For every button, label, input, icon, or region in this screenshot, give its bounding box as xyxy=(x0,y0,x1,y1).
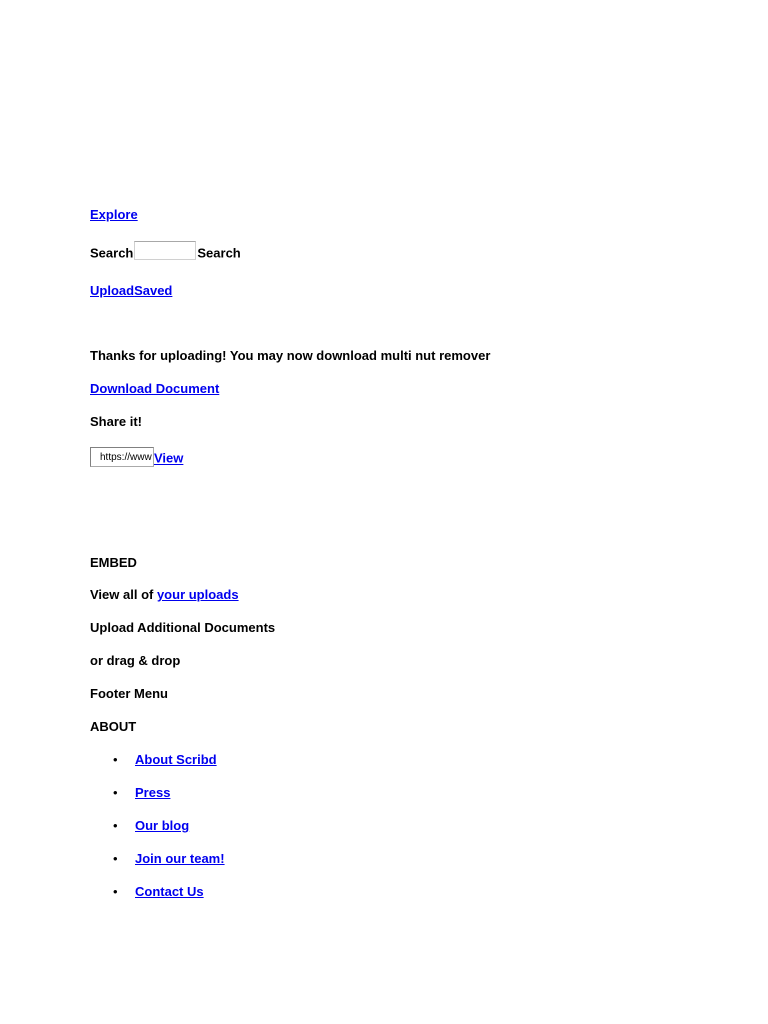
view-all-row xyxy=(90,587,239,603)
view-all-text: View all of xyxy=(90,587,157,602)
list-item xyxy=(90,752,225,785)
list-item xyxy=(90,785,225,818)
list-item xyxy=(90,818,225,851)
your-uploads-link[interactable]: your uploads xyxy=(156,587,239,602)
join-our-team-link[interactable]: Join our team! xyxy=(135,851,225,866)
share-url-row xyxy=(90,447,183,467)
drag-drop-text: or drag & drop xyxy=(90,653,181,668)
footer-menu-title: Footer Menu xyxy=(90,686,168,701)
about-scribd-link[interactable]: About Scribd xyxy=(135,752,217,767)
bullet-icon: • xyxy=(113,785,118,800)
explore-link[interactable]: Explore xyxy=(90,207,138,222)
upload-link[interactable]: Upload xyxy=(90,283,135,298)
share-label: Share it! xyxy=(90,414,143,429)
bullet-icon: • xyxy=(113,818,118,833)
our-blog-link[interactable]: Our blog xyxy=(135,818,190,833)
bullet-icon: • xyxy=(113,851,118,866)
search-label: Search xyxy=(90,245,134,261)
search-row xyxy=(90,241,241,262)
list-item xyxy=(90,884,225,917)
press-link[interactable]: Press xyxy=(135,785,171,800)
upload-additional-documents[interactable]: Upload Additional Documents xyxy=(90,620,276,635)
bullet-icon: • xyxy=(113,884,118,899)
search-button[interactable]: Search xyxy=(197,245,241,261)
footer-about-list xyxy=(90,752,225,917)
view-link[interactable]: View xyxy=(154,450,184,466)
embed-heading: EMBED xyxy=(90,555,137,570)
search-input[interactable] xyxy=(134,241,196,260)
about-heading: ABOUT xyxy=(90,719,137,734)
download-document-link[interactable]: Download Document xyxy=(90,381,220,396)
bullet-icon: • xyxy=(113,752,118,767)
share-url-field[interactable] xyxy=(90,447,154,467)
upload-thanks-message: Thanks for uploading! You may now download multi nut remover xyxy=(90,348,491,363)
list-item xyxy=(90,851,225,884)
contact-us-link[interactable]: Contact Us xyxy=(135,884,204,899)
upload-saved-row xyxy=(90,283,172,299)
saved-link[interactable]: Saved xyxy=(134,283,173,298)
explore-row xyxy=(90,207,138,223)
download-row xyxy=(90,381,219,397)
